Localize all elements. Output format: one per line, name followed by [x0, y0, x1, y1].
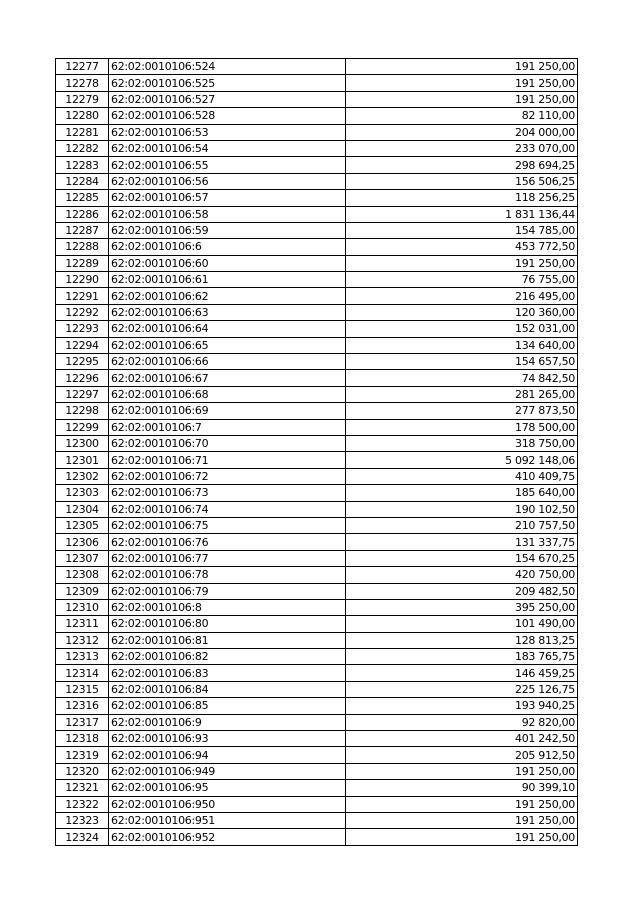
cadastral-number-cell: 62:02:0010106:57 — [109, 190, 346, 206]
cadastral-number-cell: 62:02:0010106:69 — [109, 403, 346, 419]
cadastral-value-cell: 401 242,50 — [346, 731, 578, 747]
table-row — [56, 632, 578, 648]
row-number-cell: 12289 — [56, 255, 109, 271]
table-row — [56, 386, 578, 402]
cadastral-number-cell: 62:02:0010106:53 — [109, 124, 346, 140]
row-number-cell: 12278 — [56, 75, 109, 91]
cadastral-number-cell: 62:02:0010106:73 — [109, 485, 346, 501]
cadastral-number-cell: 62:02:0010106:6 — [109, 239, 346, 255]
cadastral-value-cell: 410 409,75 — [346, 468, 578, 484]
cadastral-number-cell: 62:02:0010106:64 — [109, 321, 346, 337]
row-number-cell: 12303 — [56, 485, 109, 501]
cadastral-number-cell: 62:02:0010106:949 — [109, 763, 346, 779]
cadastral-number-cell: 62:02:0010106:952 — [109, 829, 346, 845]
cadastral-value-cell: 225 126,75 — [346, 681, 578, 697]
row-number-cell: 12320 — [56, 763, 109, 779]
row-number-cell: 12279 — [56, 91, 109, 107]
table-row — [56, 698, 578, 714]
row-number-cell: 12292 — [56, 304, 109, 320]
row-number-cell: 12316 — [56, 698, 109, 714]
cadastral-value-cell: 191 250,00 — [346, 812, 578, 828]
cadastral-number-cell: 62:02:0010106:8 — [109, 599, 346, 615]
cadastral-number-cell: 62:02:0010106:62 — [109, 288, 346, 304]
table-row — [56, 321, 578, 337]
cadastral-value-cell: 298 694,25 — [346, 157, 578, 173]
row-number-cell: 12323 — [56, 812, 109, 828]
table-row — [56, 763, 578, 779]
cadastral-value-cell: 420 750,00 — [346, 567, 578, 583]
cadastral-value-cell: 131 337,75 — [346, 534, 578, 550]
cadastral-number-cell: 62:02:0010106:67 — [109, 370, 346, 386]
table-row — [56, 124, 578, 140]
table-row — [56, 157, 578, 173]
cadastral-value-cell: 395 250,00 — [346, 599, 578, 615]
cadastral-value-cell: 191 250,00 — [346, 59, 578, 75]
cadastral-number-cell: 62:02:0010106:84 — [109, 681, 346, 697]
table-row — [56, 354, 578, 370]
cadastral-number-cell: 62:02:0010106:950 — [109, 796, 346, 812]
cadastral-value-cell: 281 265,00 — [346, 386, 578, 402]
row-number-cell: 12290 — [56, 272, 109, 288]
table-row — [56, 140, 578, 156]
cadastral-number-cell: 62:02:0010106:54 — [109, 140, 346, 156]
cadastral-number-cell: 62:02:0010106:951 — [109, 812, 346, 828]
cadastral-value-cell: 190 102,50 — [346, 501, 578, 517]
cadastral-number-cell: 62:02:0010106:528 — [109, 108, 346, 124]
row-number-cell: 12311 — [56, 616, 109, 632]
table-row — [56, 419, 578, 435]
table-row — [56, 337, 578, 353]
cadastral-value-cell: 74 842,50 — [346, 370, 578, 386]
row-number-cell: 12282 — [56, 140, 109, 156]
cadastral-value-cell: 5 092 148,06 — [346, 452, 578, 468]
cadastral-number-cell: 62:02:0010106:72 — [109, 468, 346, 484]
table-row — [56, 829, 578, 845]
row-number-cell: 12281 — [56, 124, 109, 140]
cadastral-number-cell: 62:02:0010106:79 — [109, 583, 346, 599]
table-row — [56, 796, 578, 812]
cadastral-value-cell: 76 755,00 — [346, 272, 578, 288]
cadastral-number-cell: 62:02:0010106:9 — [109, 714, 346, 730]
table-row — [56, 714, 578, 730]
table-row — [56, 452, 578, 468]
cadastral-value-cell: 233 070,00 — [346, 140, 578, 156]
row-number-cell: 12284 — [56, 173, 109, 189]
table-row — [56, 747, 578, 763]
cadastral-number-cell: 62:02:0010106:61 — [109, 272, 346, 288]
cadastral-number-cell: 62:02:0010106:71 — [109, 452, 346, 468]
table-row — [56, 665, 578, 681]
row-number-cell: 12280 — [56, 108, 109, 124]
cadastral-value-cell: 134 640,00 — [346, 337, 578, 353]
table-row — [56, 190, 578, 206]
cadastral-value-cell: 191 250,00 — [346, 255, 578, 271]
table-row — [56, 272, 578, 288]
table-row — [56, 534, 578, 550]
cadastral-number-cell: 62:02:0010106:525 — [109, 75, 346, 91]
table-row — [56, 304, 578, 320]
cadastral-number-cell: 62:02:0010106:74 — [109, 501, 346, 517]
cadastral-number-cell: 62:02:0010106:83 — [109, 665, 346, 681]
table-row — [56, 616, 578, 632]
cadastral-number-cell: 62:02:0010106:94 — [109, 747, 346, 763]
cadastral-value-cell: 193 940,25 — [346, 698, 578, 714]
table-row — [56, 59, 578, 75]
cadastral-value-cell: 185 640,00 — [346, 485, 578, 501]
cadastral-value-cell: 156 506,25 — [346, 173, 578, 189]
cadastral-number-cell: 62:02:0010106:95 — [109, 780, 346, 796]
cadastral-value-cell: 146 459,25 — [346, 665, 578, 681]
row-number-cell: 12298 — [56, 403, 109, 419]
table-row — [56, 501, 578, 517]
cadastral-value-cell: 191 250,00 — [346, 796, 578, 812]
row-number-cell: 12324 — [56, 829, 109, 845]
row-number-cell: 12277 — [56, 59, 109, 75]
cadastral-number-cell: 62:02:0010106:82 — [109, 649, 346, 665]
table-row — [56, 649, 578, 665]
table-row — [56, 370, 578, 386]
row-number-cell: 12300 — [56, 435, 109, 451]
table-row — [56, 255, 578, 271]
table-row — [56, 288, 578, 304]
cadastral-number-cell: 62:02:0010106:80 — [109, 616, 346, 632]
row-number-cell: 12286 — [56, 206, 109, 222]
row-number-cell: 12305 — [56, 517, 109, 533]
row-number-cell: 12314 — [56, 665, 109, 681]
cadastral-value-cell: 204 000,00 — [346, 124, 578, 140]
table-row — [56, 550, 578, 566]
cadastral-value-cell: 209 482,50 — [346, 583, 578, 599]
cadastral-number-cell: 62:02:0010106:63 — [109, 304, 346, 320]
table-row — [56, 222, 578, 238]
cadastral-value-cell: 128 813,25 — [346, 632, 578, 648]
table-row — [56, 599, 578, 615]
row-number-cell: 12309 — [56, 583, 109, 599]
cadastral-value-cell: 453 772,50 — [346, 239, 578, 255]
table-body — [56, 59, 578, 846]
cadastral-value-cell: 205 912,50 — [346, 747, 578, 763]
cadastral-value-cell: 154 657,50 — [346, 354, 578, 370]
cadastral-value-cell: 277 873,50 — [346, 403, 578, 419]
row-number-cell: 12319 — [56, 747, 109, 763]
table-row — [56, 239, 578, 255]
table-row — [56, 812, 578, 828]
row-number-cell: 12295 — [56, 354, 109, 370]
table-row — [56, 108, 578, 124]
row-number-cell: 12301 — [56, 452, 109, 468]
row-number-cell: 12312 — [56, 632, 109, 648]
cadastral-number-cell: 62:02:0010106:60 — [109, 255, 346, 271]
cadastral-number-cell: 62:02:0010106:7 — [109, 419, 346, 435]
table-row — [56, 780, 578, 796]
cadastral-number-cell: 62:02:0010106:56 — [109, 173, 346, 189]
row-number-cell: 12294 — [56, 337, 109, 353]
cadastral-value-cell: 92 820,00 — [346, 714, 578, 730]
row-number-cell: 12299 — [56, 419, 109, 435]
row-number-cell: 12302 — [56, 468, 109, 484]
row-number-cell: 12321 — [56, 780, 109, 796]
cadastral-number-cell: 62:02:0010106:78 — [109, 567, 346, 583]
cadastral-value-cell: 216 495,00 — [346, 288, 578, 304]
cadastral-value-cell: 191 250,00 — [346, 75, 578, 91]
cadastral-value-cell: 82 110,00 — [346, 108, 578, 124]
row-number-cell: 12313 — [56, 649, 109, 665]
cadastral-number-cell: 62:02:0010106:55 — [109, 157, 346, 173]
cadastral-value-table — [55, 58, 578, 846]
cadastral-number-cell: 62:02:0010106:70 — [109, 435, 346, 451]
row-number-cell: 12315 — [56, 681, 109, 697]
row-number-cell: 12322 — [56, 796, 109, 812]
row-number-cell: 12308 — [56, 567, 109, 583]
cadastral-number-cell: 62:02:0010106:93 — [109, 731, 346, 747]
row-number-cell: 12304 — [56, 501, 109, 517]
row-number-cell: 12291 — [56, 288, 109, 304]
cadastral-number-cell: 62:02:0010106:59 — [109, 222, 346, 238]
cadastral-value-cell: 191 250,00 — [346, 763, 578, 779]
cadastral-value-cell: 101 490,00 — [346, 616, 578, 632]
cadastral-value-cell: 152 031,00 — [346, 321, 578, 337]
row-number-cell: 12285 — [56, 190, 109, 206]
table-row — [56, 583, 578, 599]
cadastral-number-cell: 62:02:0010106:76 — [109, 534, 346, 550]
cadastral-value-cell: 154 670,25 — [346, 550, 578, 566]
row-number-cell: 12288 — [56, 239, 109, 255]
table-row — [56, 91, 578, 107]
table-row — [56, 681, 578, 697]
cadastral-value-cell: 154 785,00 — [346, 222, 578, 238]
table-row — [56, 468, 578, 484]
table-row — [56, 731, 578, 747]
table-row — [56, 517, 578, 533]
row-number-cell: 12317 — [56, 714, 109, 730]
cadastral-value-cell: 191 250,00 — [346, 829, 578, 845]
row-number-cell: 12318 — [56, 731, 109, 747]
cadastral-number-cell: 62:02:0010106:85 — [109, 698, 346, 714]
table-row — [56, 435, 578, 451]
row-number-cell: 12307 — [56, 550, 109, 566]
cadastral-value-cell: 210 757,50 — [346, 517, 578, 533]
cadastral-value-cell: 178 500,00 — [346, 419, 578, 435]
cadastral-value-cell: 1 831 136,44 — [346, 206, 578, 222]
table-row — [56, 567, 578, 583]
row-number-cell: 12293 — [56, 321, 109, 337]
cadastral-number-cell: 62:02:0010106:81 — [109, 632, 346, 648]
cadastral-number-cell: 62:02:0010106:65 — [109, 337, 346, 353]
cadastral-value-cell: 120 360,00 — [346, 304, 578, 320]
table-row — [56, 173, 578, 189]
cadastral-number-cell: 62:02:0010106:68 — [109, 386, 346, 402]
cadastral-value-cell: 183 765,75 — [346, 649, 578, 665]
cadastral-value-cell: 191 250,00 — [346, 91, 578, 107]
cadastral-number-cell: 62:02:0010106:527 — [109, 91, 346, 107]
cadastral-value-cell: 118 256,25 — [346, 190, 578, 206]
table-row — [56, 485, 578, 501]
row-number-cell: 12287 — [56, 222, 109, 238]
table-row — [56, 206, 578, 222]
cadastral-number-cell: 62:02:0010106:66 — [109, 354, 346, 370]
cadastral-number-cell: 62:02:0010106:58 — [109, 206, 346, 222]
row-number-cell: 12297 — [56, 386, 109, 402]
cadastral-value-cell: 318 750,00 — [346, 435, 578, 451]
table-row — [56, 75, 578, 91]
cadastral-number-cell: 62:02:0010106:524 — [109, 59, 346, 75]
cadastral-value-cell: 90 399,10 — [346, 780, 578, 796]
row-number-cell: 12283 — [56, 157, 109, 173]
cadastral-number-cell: 62:02:0010106:77 — [109, 550, 346, 566]
cadastral-number-cell: 62:02:0010106:75 — [109, 517, 346, 533]
row-number-cell: 12296 — [56, 370, 109, 386]
table-row — [56, 403, 578, 419]
row-number-cell: 12310 — [56, 599, 109, 615]
row-number-cell: 12306 — [56, 534, 109, 550]
